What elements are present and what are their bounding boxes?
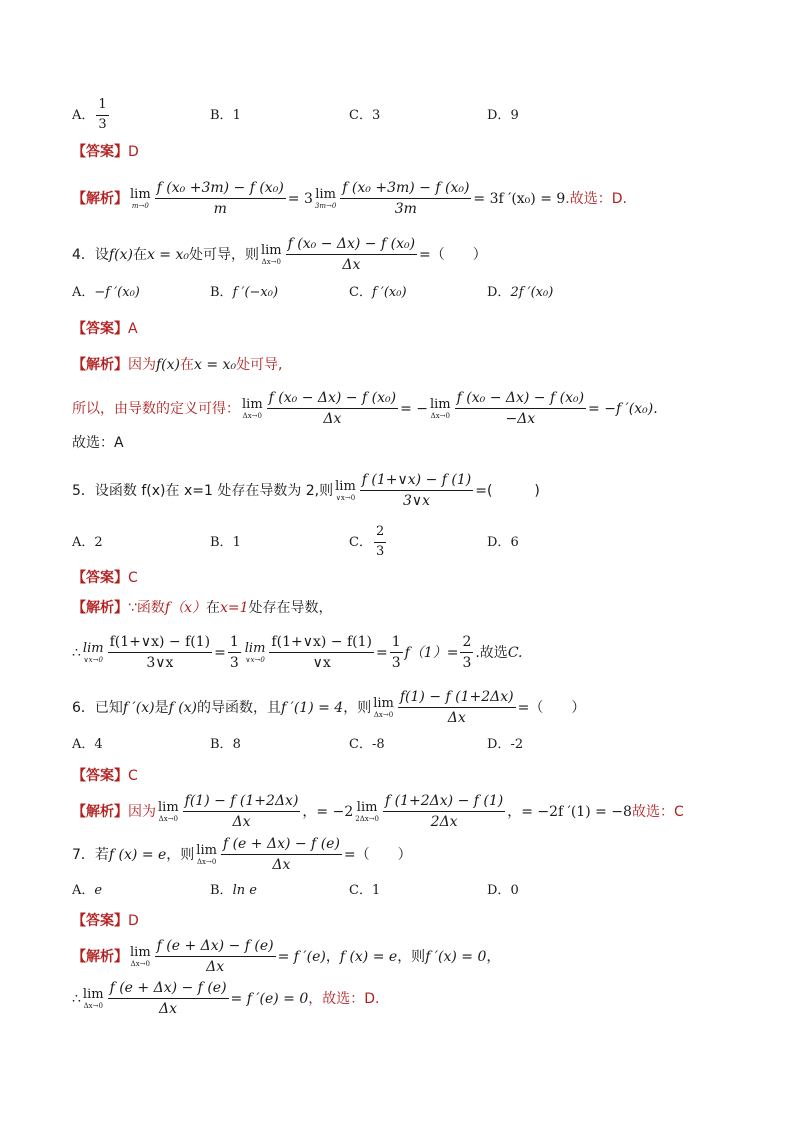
fraction: $\frac{\text{f (x₀ − Δx) − f (x₀)}}{-\Delta x}$ [456, 390, 585, 428]
limit: lim ∨x→0 [82, 640, 104, 664]
q3-answer: 【答案】D [72, 144, 139, 160]
q5-option-d: D． 6 [487, 534, 519, 550]
fraction: $\frac{1}{3}$ [391, 634, 401, 672]
q5-option-c: C． $\frac{2}{3}$ [349, 524, 385, 559]
q4-option-d: D． 2f ′(x₀) [487, 285, 554, 300]
q5-answer: 【答案】C [72, 570, 138, 586]
limit: lim Δx→0 [130, 944, 151, 968]
fraction: $\frac{f (1+\vee x) - f (1)}{3\vee x}$ [361, 472, 472, 510]
q3-solution: 【解析】 lim m→0 $\frac{\text{f (x₀ +3m) − f (x₀)}}{m}$ = 3 lim 3m→0 $\frac{\text{f (x₀ +3m) − f (x₀)}}{3m}$ = 3f ′(x₀) = 9 .故选：D. [72, 180, 627, 218]
fraction: $\frac{f (e + \Delta x) - f (e)}{\Delta x}$ [222, 836, 340, 874]
q6-option-c: C． -8 [349, 737, 385, 752]
limit: lim Δx→0 [82, 986, 104, 1010]
q7-answer: 【答案】D [72, 913, 139, 929]
limit: lim 3m→0 [314, 186, 337, 210]
fraction: $\frac{\text{f (x₀ +3m) − f (x₀)}}{m}$ [156, 180, 284, 218]
fraction: $\frac{1}{3}$ [229, 634, 239, 672]
q4-solution-line-1: 【解析】 因为 f(x) 在 x = x₀ 处可导, [72, 357, 283, 373]
limit: lim Δx→0 [429, 396, 451, 420]
q5-option-b: B． 1 [210, 534, 241, 550]
limit: lim Δx→0 [260, 242, 282, 266]
q4-options [72, 286, 744, 299]
fraction: $\frac{f (e + \Delta x) - f (e)}{\Delta x}$ [156, 938, 274, 976]
q5-options [72, 525, 744, 560]
q6-options [72, 738, 744, 751]
fraction: $\frac{2}{3}$ [462, 634, 472, 672]
fraction: $\frac{f (1+2\Delta x) - f (1)}{2\Delta x}$ [385, 793, 504, 831]
q4-answer: 【答案】A [72, 321, 138, 337]
fraction: $\frac{1}{3}$ [98, 97, 107, 132]
q7-option-b: B． ln e [210, 883, 257, 898]
q6-option-b: B． 8 [210, 737, 241, 752]
limit: lim 2Δx→0 [355, 799, 380, 823]
fraction: $\frac{2}{3}$ [375, 524, 385, 559]
fraction: $\frac{\text{f (x₀ +3m) − f (x₀)}}{3m}$ [342, 180, 470, 218]
q5-stem: 5．设函数 f(x)在 x=1 处存在导数为 2,则 lim ∨x→0 $\frac{f (1+\vee x) - f (1)}{3\vee x}$ =( ) [72, 472, 540, 510]
q3-option-d: D． 9 [487, 107, 519, 123]
limit: lim Δx→0 [158, 799, 179, 823]
q7-solution-line-2: ∴ lim Δx→0 $\frac{f (e + \Delta x) - f (e)}{\Delta x}$ = f ′(e) = 0 ，故选：D. [72, 980, 380, 1018]
q3-option-b: B． 1 [210, 107, 241, 123]
fraction: $\frac{\text{f (x₀ − Δx) − f (x₀)}}{\Delta x}$ [287, 236, 416, 274]
fraction: $\frac{f(1+\vee x) - f(1)}{\vee x}$ [271, 634, 372, 672]
q4-option-a: A． −f ′(x₀) [72, 285, 140, 300]
q7-option-a: A． e [72, 883, 103, 898]
fraction: $\frac{f(1+\vee x) - f(1)}{3\vee x}$ [109, 634, 211, 672]
fraction: $\frac{f (e + \Delta x) - f (e)}{\Delta x}$ [109, 980, 227, 1018]
q5-solution-line-1: 【解析】 ∵函数 f（x） 在 x=1 处存在导数， [72, 600, 333, 616]
limit: lim Δx→0 [373, 695, 394, 719]
q4-solution-line-3: 故选：A [72, 435, 124, 451]
limit: lim ∨x→0 [335, 478, 356, 502]
limit: lim ∨x→0 [244, 640, 266, 664]
limit: lim Δx→0 [196, 842, 217, 866]
q7-options [72, 884, 744, 897]
q3-option-c: C． 3 [349, 107, 381, 123]
q6-option-d: D． -2 [487, 737, 524, 752]
limit: lim m→0 [130, 186, 151, 210]
q4-option-b: B． f ′(−x₀) [210, 285, 279, 300]
q7-stem: 7．若 f (x) = e ，则 lim Δx→0 $\frac{f (e + \Delta x) - f (e)}{\Delta x}$ =（ ） [72, 836, 412, 874]
q6-answer: 【答案】C [72, 768, 138, 784]
q7-option-d: D． 0 [487, 883, 519, 898]
q6-stem: 6．已知 f ′(x) 是 f (x) 的导函数，且 f ′(1) = 4 ，则 lim Δx→0 $\frac{f(1) - f (1+2\Delta x)}{\Delta x}$ =（ ） [72, 689, 586, 727]
q7-solution-line-1: 【解析】 lim Δx→0 $\frac{f (e + \Delta x) - f (e)}{\Delta x}$ = f ′(e) ， f (x) = e ，则 f ′(x) = 0 ， [72, 938, 501, 976]
q4-stem: 4．设 f(x) 在 x = x₀ 处可导，则 lim Δx→0 $\frac{\text{f (x₀ − Δx) − f (x₀)}}{\Delta x}$ =（ ） [72, 236, 487, 274]
q3-option-a: A． $\frac{1}{3}$ [72, 97, 107, 132]
limit: lim Δx→0 [242, 396, 263, 420]
fraction: $\frac{f(1) - f (1+2\Delta x)}{\Delta x}$ [184, 793, 299, 831]
q5-solution-line-2: ∴ lim ∨x→0 $\frac{f(1+\vee x) - f(1)}{3\vee x}$ = $\frac{1}{3}$ lim ∨x→0 $\frac{f(1+\vee x) - f(1)}{\vee x}$ = $\frac{1}{3}$ f（1） = $\frac{2}{3}$ .故选 C. [72, 634, 523, 672]
q4-option-c: C． f ′(x₀) [349, 285, 407, 300]
q4-solution-line-2: 所以，由导数的定义可得： lim Δx→0 $\frac{\text{f (x₀ − Δx) − f (x₀)}}{\Delta x}$ = − lim Δx→0 $\frac{\text{f (x₀ − Δx) − f (x₀)}}{-\Delta x}$ = −f ′(x₀). [72, 390, 658, 428]
q7-option-c: C． 1 [349, 883, 381, 898]
q5-option-a: A． 2 [72, 534, 103, 550]
q6-solution: 【解析】 因为 lim Δx→0 $\frac{f(1) - f (1+2\Delta x)}{\Delta x}$ ，= −2 lim 2Δx→0 $\frac{f (1+2\Delta x) - f (1)}{2\Delta x}$ ，= −2f ′(1) = −8 故选：C [72, 793, 684, 831]
q6-option-a: A． 4 [72, 737, 103, 752]
fraction: $\frac{\text{f (x₀ − Δx) − f (x₀)}}{\Delta x}$ [268, 390, 397, 428]
fraction: $\frac{f(1) - f (1+2\Delta x)}{\Delta x}$ [399, 689, 514, 727]
q3-options [72, 98, 744, 133]
